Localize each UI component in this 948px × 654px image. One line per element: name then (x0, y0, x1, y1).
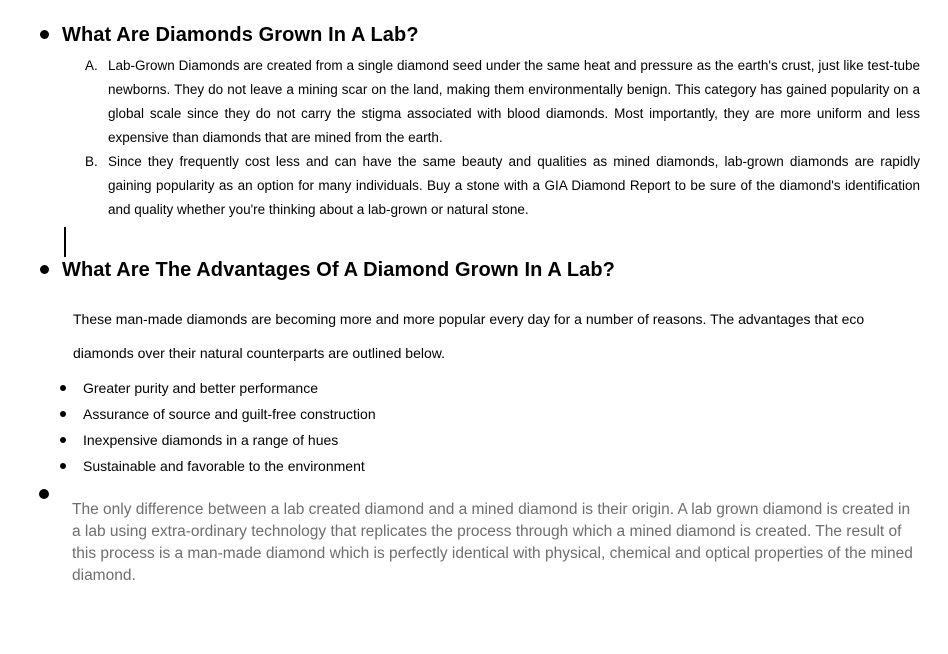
list-item-b-text: Since they frequently cost less and can have the same beauty and qualities as mined diamonds, lab-grown diamonds are rapidly gaining popularity as an option for many individuals. Buy a stone with a GIA Diamond Report to be sure of the diamond's identification and quality whether you're thinking about a lab-grown or natural stone. (108, 154, 920, 217)
bullet-dot (60, 411, 66, 417)
bullet-dot (39, 489, 49, 499)
bullet-dot (40, 30, 49, 39)
text-cursor (64, 227, 66, 257)
intro-line-1: These man-made diamonds are becoming more and more popular every day for a number of reasons. The advantages that eco (73, 311, 865, 327)
bullet-dot (60, 437, 66, 443)
list-marker-a: A. (85, 58, 98, 73)
advantage-item (60, 401, 376, 427)
list-item-a-text: Lab-Grown Diamonds are created from a single diamond seed under the same heat and pressure as the earth's crust, just like test-tube newborns. They do not leave a mining scar on the land, making them environmentally benign. This category has gained popularity on a global scale since they do not carry the stigma associated with blood diamonds. Most importantly, they are more uniform and less expensive than diamonds that are mined from the earth. (108, 58, 920, 145)
section1-heading: What Are Diamonds Grown In A Lab? (62, 24, 419, 46)
list-marker-b: B. (85, 154, 98, 169)
advantage-item (60, 453, 376, 479)
list-item-a (85, 54, 920, 150)
bullet-dot (60, 463, 66, 469)
bullet-dot (40, 265, 49, 274)
advantage-item (60, 427, 376, 453)
section2-heading: What Are The Advantages Of A Diamond Grown In A Lab? (62, 259, 616, 281)
bullet-dot (60, 385, 66, 391)
lettered-list (85, 54, 920, 222)
intro-line-2: diamonds over their natural counterparts are outlined below. (73, 345, 445, 361)
advantage-text: Assurance of source and guilt-free construction (83, 406, 376, 422)
advantage-text: Sustainable and favorable to the environment (83, 458, 365, 474)
advantage-text: Greater purity and better performance (83, 380, 319, 396)
intro-paragraph (73, 302, 864, 370)
advantages-list (60, 375, 376, 479)
advantage-text: Inexpensive diamonds in a range of hues (83, 432, 339, 448)
list-item-b (85, 150, 920, 222)
note-text: The only difference between a lab created diamond and a mined diamond is their origin. A lab grown diamond is created in a lab using extra-ordinary technology that replicates the process through which a mined diamond is created. The result of this process is a man-made diamond which is perfectly identical with physical, chemical and optical properties of the mined diamond. (72, 500, 913, 584)
advantage-item (60, 375, 376, 401)
